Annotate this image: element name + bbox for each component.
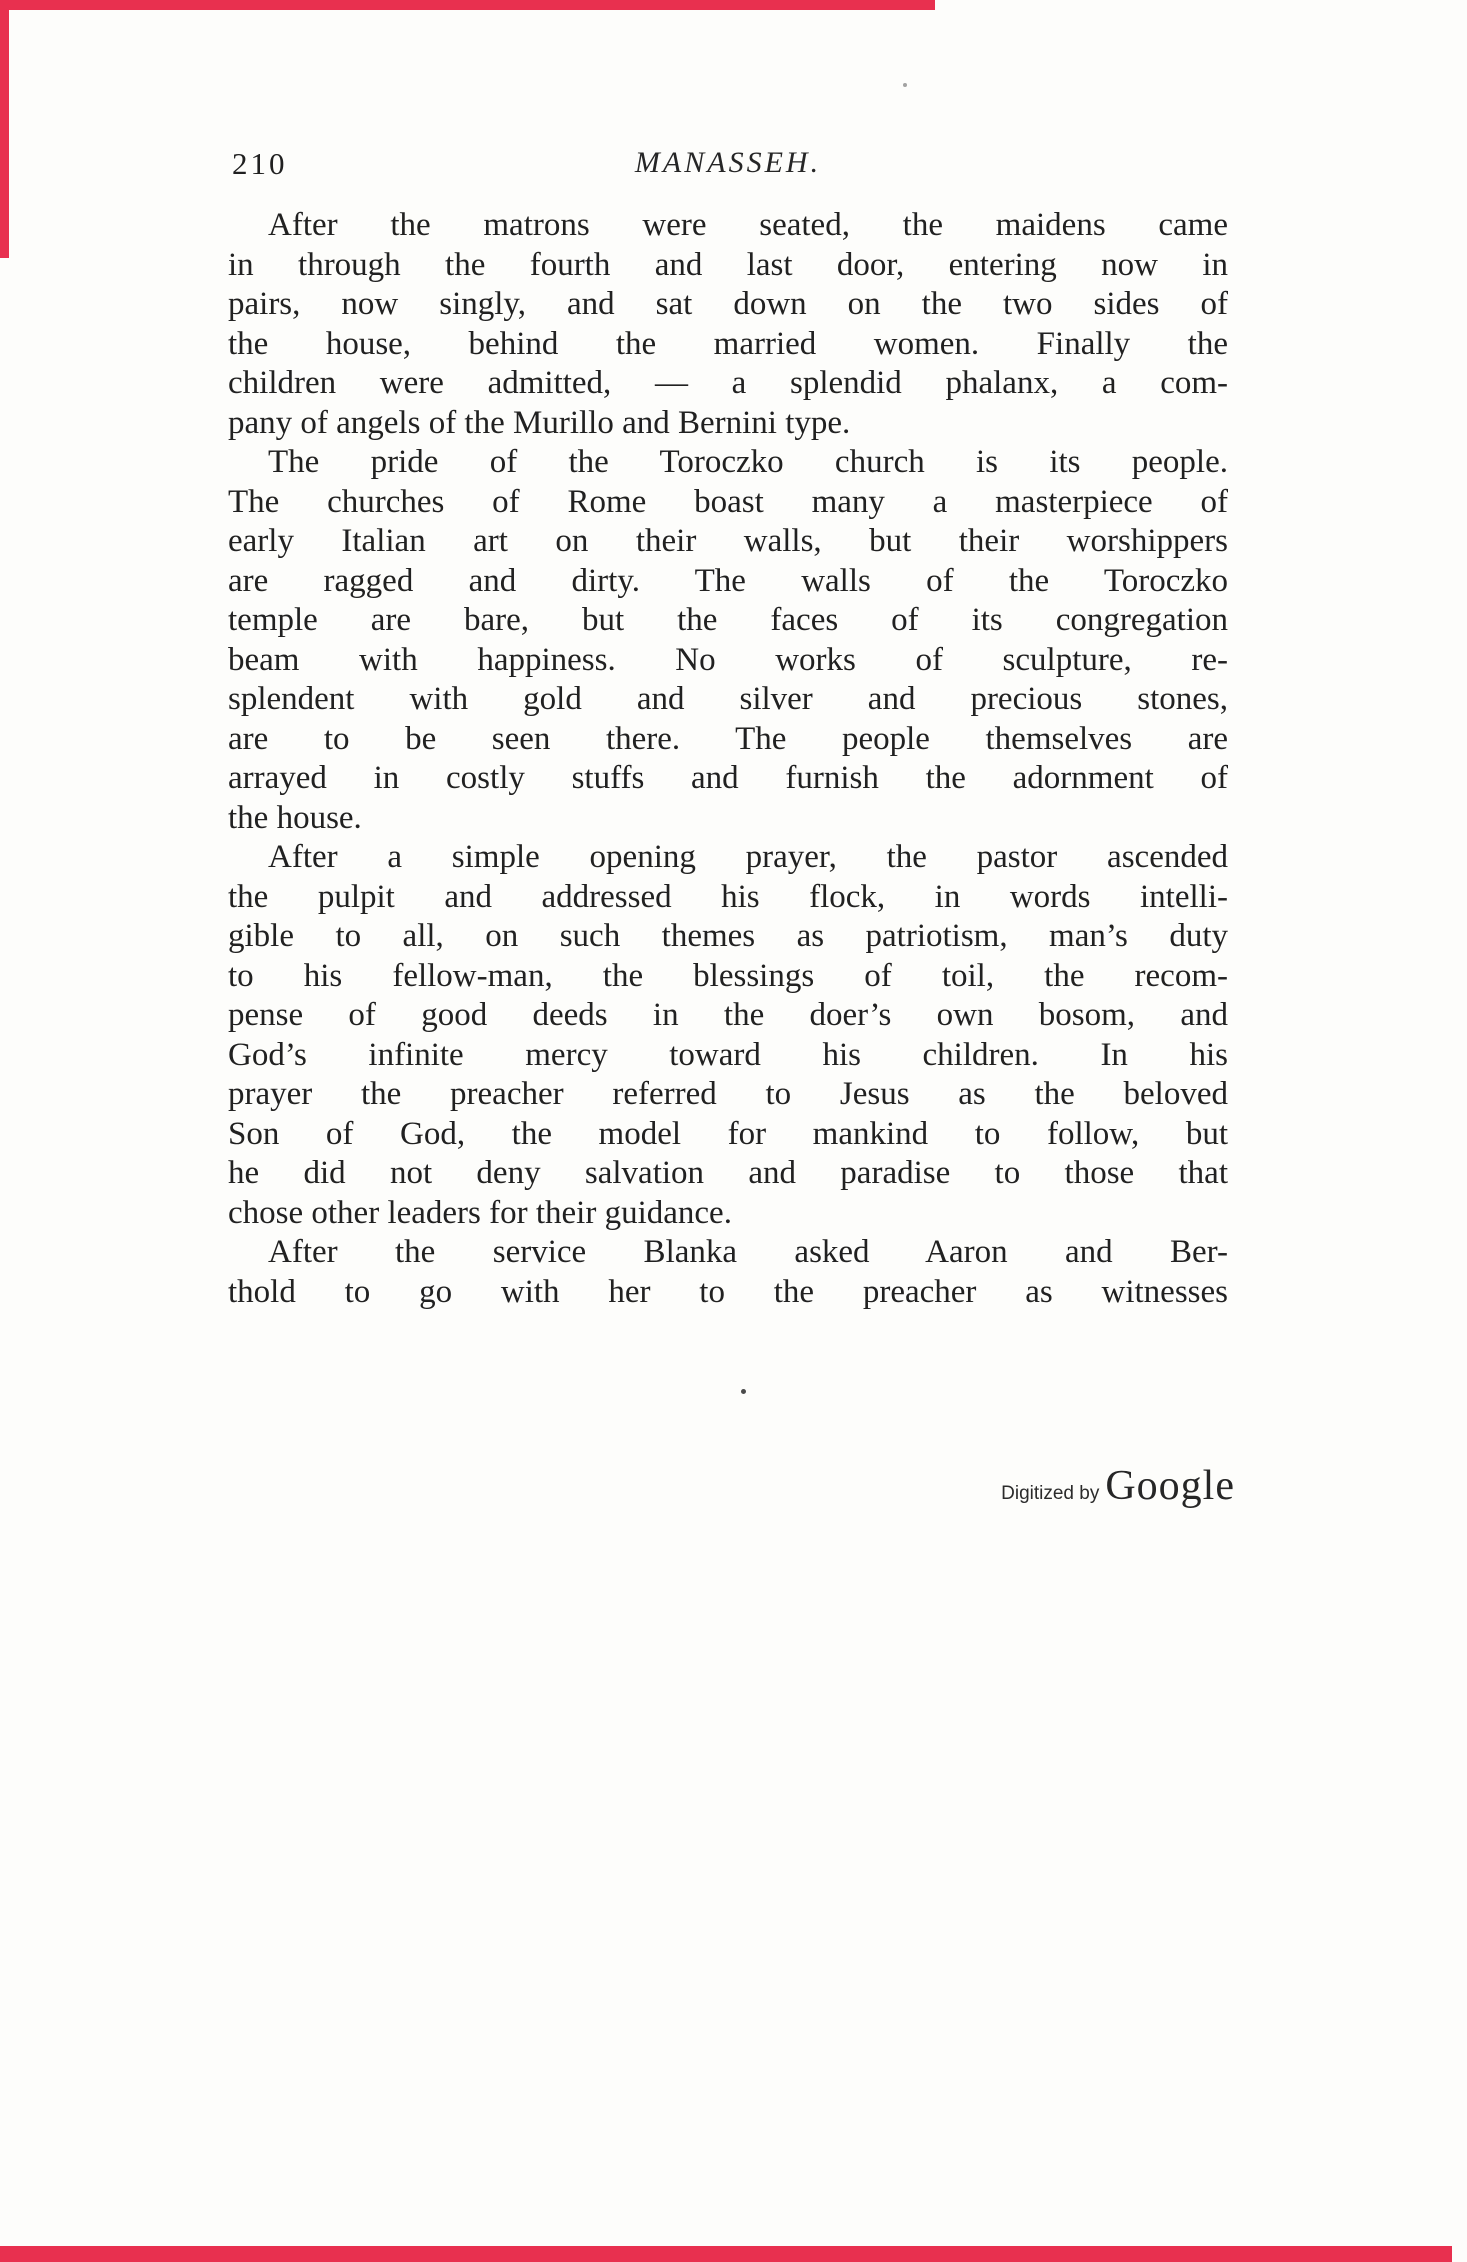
text-line: the house, behind the married women. Finally the	[228, 325, 1228, 362]
paragraph	[228, 206, 1228, 443]
scan-edge-mark-left	[0, 0, 9, 258]
text-line: in through the fourth and last door, entering now in	[228, 246, 1228, 283]
scan-edge-mark-bottom	[0, 2246, 1452, 2262]
text-line: God’s infinite mercy toward his children. In his	[228, 1036, 1228, 1073]
text-line: The pride of the Toroczko church is its people.	[268, 444, 1228, 480]
running-title: MANASSEH.	[634, 146, 822, 179]
text-line: prayer the preacher referred to Jesus as the beloved	[228, 1076, 1228, 1112]
text-line: beam with happiness. No works of sculpture, re-	[228, 641, 1228, 678]
text-line: temple are bare, but the faces of its congregation	[228, 602, 1228, 638]
text-line: pairs, now singly, and sat down on the two sides of	[228, 286, 1228, 322]
page-header	[228, 146, 1228, 186]
text-line: arrayed in costly stuffs and furnish the adornment of	[228, 760, 1228, 796]
text-line: pany of angels of the Murillo and Bernini type.	[228, 404, 851, 441]
digitized-by-mark	[1001, 1462, 1235, 1510]
digitized-by-label: Digitized by	[1001, 1483, 1100, 1504]
text-block	[228, 206, 1228, 1312]
google-logo: Google	[1105, 1463, 1235, 1509]
paragraph	[228, 1233, 1228, 1312]
text-line: to his fellow-man, the blessings of toil, the recom-	[228, 957, 1228, 994]
text-line: After the matrons were seated, the maidens came	[268, 207, 1228, 243]
text-line: After the service Blanka asked Aaron and Ber-	[268, 1234, 1228, 1270]
scan-speck	[741, 1389, 746, 1394]
text-line: early Italian art on their walls, but their worshippers	[228, 523, 1228, 559]
text-line: are to be seen there. The people themselves are	[228, 720, 1228, 757]
page-number: 210	[232, 146, 288, 181]
text-line: are ragged and dirty. The walls of the Toroczko	[228, 562, 1228, 599]
paragraph	[228, 838, 1228, 1233]
text-line: pense of good deeds in the doer’s own bosom, and	[228, 997, 1228, 1033]
text-line: The churches of Rome boast many a masterpiece of	[228, 483, 1228, 520]
text-line: After a simple opening prayer, the pastor ascended	[268, 839, 1228, 875]
text-line: thold to go with her to the preacher as witnesses	[228, 1273, 1228, 1310]
text-line: the house.	[228, 799, 362, 836]
text-line: Son of God, the model for mankind to follow, but	[228, 1115, 1228, 1152]
text-line: gible to all, on such themes as patriotism, man’s duty	[228, 918, 1228, 954]
scan-edge-mark-top	[0, 0, 935, 10]
text-line: he did not deny salvation and paradise to those that	[228, 1155, 1228, 1191]
text-line: the pulpit and addressed his flock, in words intelli-	[228, 878, 1228, 915]
text-line: chose other leaders for their guidance.	[228, 1194, 732, 1231]
text-line: children were admitted, — a splendid phalanx, a com-	[228, 365, 1228, 401]
text-line: splendent with gold and silver and precious stones,	[228, 681, 1228, 717]
scan-speck	[903, 83, 907, 87]
paragraph	[228, 443, 1228, 838]
